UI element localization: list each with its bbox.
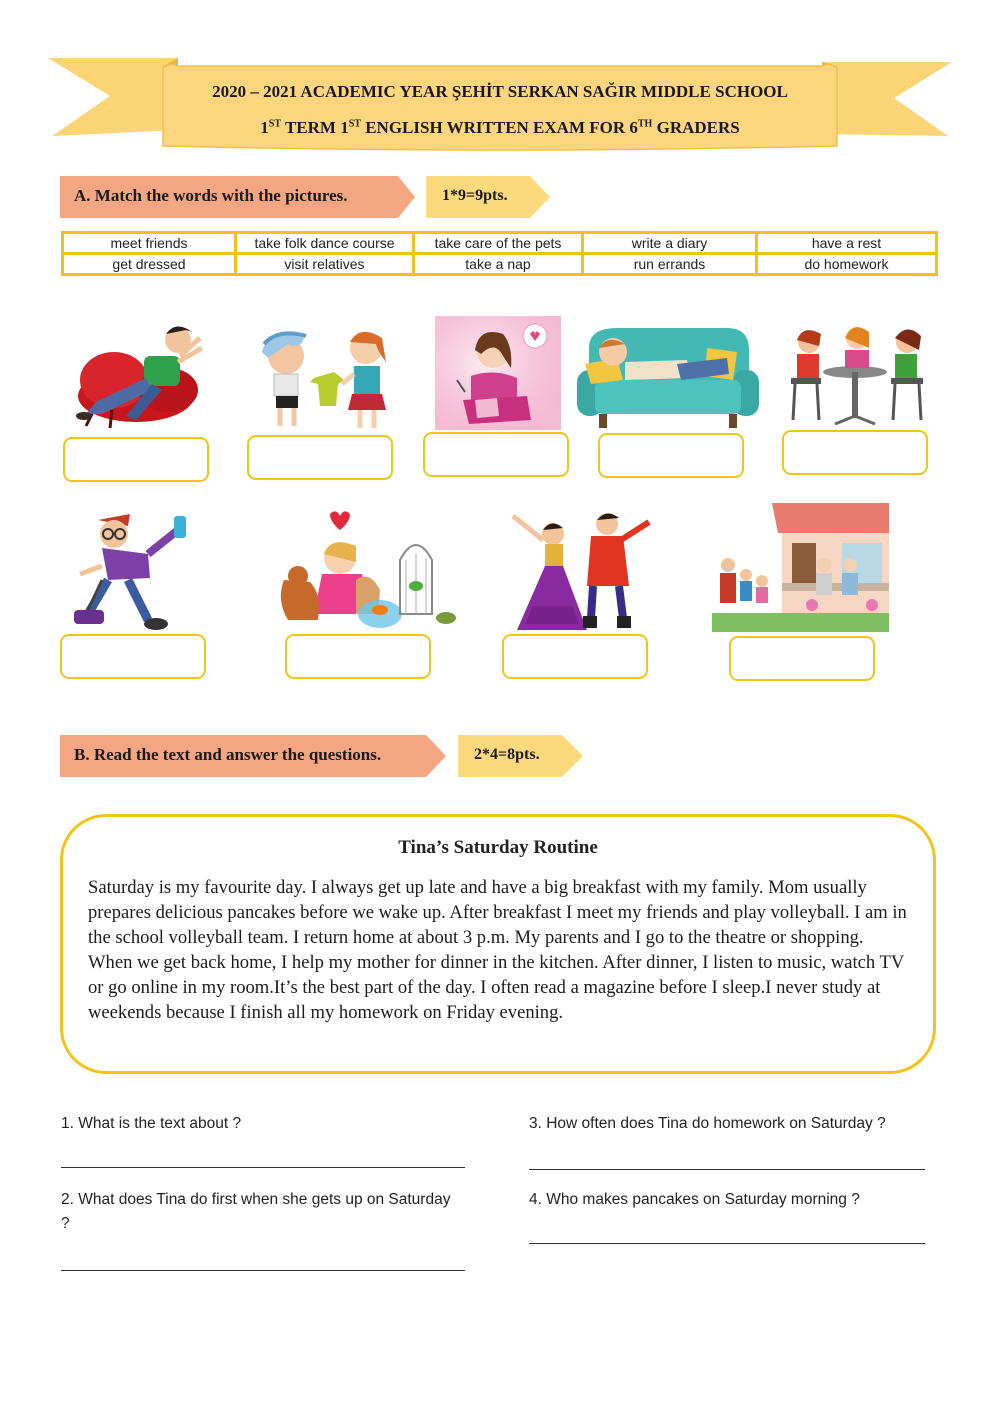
answer-line[interactable] — [529, 1243, 925, 1244]
ordinal-suffix-3: TH — [637, 118, 653, 130]
answer-box[interactable] — [782, 430, 928, 475]
answer-box[interactable] — [598, 433, 744, 478]
question-4: 4. Who makes pancakes on Saturday morning ? — [529, 1191, 860, 1208]
answer-box[interactable] — [63, 437, 209, 482]
answer-box[interactable] — [729, 636, 875, 681]
word-cell: have a rest — [757, 233, 937, 254]
answer-box[interactable] — [60, 634, 206, 679]
section-a-header — [60, 176, 550, 218]
word-cell: meet friends — [63, 233, 236, 254]
banner-title-line1: 2020 – 2021 ACADEMIC YEAR ŞEHİT SERKAN SAĞIR MIDDLE SCHOOL — [212, 82, 788, 101]
section-a-title: A. Match the words with the pictures. — [74, 186, 348, 205]
word-cell: write a diary — [583, 233, 757, 254]
word-bank-row — [63, 233, 937, 254]
word-cell: visit relatives — [236, 254, 414, 275]
section-b-header — [60, 735, 585, 777]
section-b-title: B. Read the text and answer the questions. — [74, 745, 382, 764]
title-graders: GRADERS — [652, 118, 740, 137]
word-cell: do homework — [757, 254, 937, 275]
banner-title-line2 — [165, 118, 835, 138]
word-cell: get dressed — [63, 254, 236, 275]
answer-line[interactable] — [61, 1167, 465, 1168]
word-cell: take folk dance course — [236, 233, 414, 254]
ribbon-banner-icon — [48, 58, 952, 154]
title-ordinal-1: 1 — [260, 118, 269, 137]
question-2: 2. What does Tina do first when she gets up on Saturday ? — [61, 1191, 451, 1232]
reading-text-box — [60, 814, 936, 1074]
word-cell: run errands — [583, 254, 757, 275]
section-b-points: 2*4=8pts. — [474, 746, 540, 763]
word-cell: take a nap — [414, 254, 583, 275]
reading-title: Tina’s Saturday Routine — [398, 837, 598, 858]
word-bank-row — [63, 254, 937, 275]
section-a-points: 1*9=9pts. — [442, 187, 508, 204]
answer-line[interactable] — [61, 1270, 465, 1271]
title-term: TERM 1 — [281, 118, 349, 137]
answer-box[interactable] — [423, 432, 569, 477]
title-exam: ENGLISH WRITTEN EXAM FOR 6 — [360, 118, 638, 137]
man-doing-chores-icon — [68, 510, 224, 634]
getting-dressed-kids-icon — [248, 322, 408, 434]
question-3: 3. How often does Tina do homework on Saturday ? — [529, 1115, 886, 1132]
ordinal-suffix-1: ST — [268, 118, 282, 130]
friends-meeting-at-table-icon — [783, 320, 933, 432]
answer-box[interactable] — [285, 634, 431, 679]
girl-with-pets-icon — [270, 510, 462, 632]
title-banner — [48, 58, 952, 154]
relaxing-man-icon — [66, 318, 216, 430]
girl-writing-diary-icon — [435, 316, 561, 430]
folk-dancers-icon — [503, 506, 659, 634]
reading-body: Saturday is my favourite day. I always get up late and have a big breakfast with my family. Mom usually prepares delicious pancakes before we wake up. After breakfast I meet my friends and play volleyball. I am in the school volleyball team. I return home at about 3 p.m. My parents and I go to the theatre or shopping. When we get back home, I help my mother for dinner in the kitchen. After dinner, I listen to music, watch TV or go online in my room.It’s the best part of the day. I often read a magazine before I sleep.I never study at weekends because I finish all my homework on Friday evening. — [88, 877, 907, 1023]
word-bank-table — [61, 231, 938, 276]
ordinal-suffix-2: ST — [348, 118, 361, 130]
answer-box[interactable] — [247, 435, 393, 480]
question-1: 1. What is the text about ? — [61, 1115, 242, 1132]
visiting-grandparents-icon — [712, 503, 889, 632]
boy-napping-on-sofa-icon — [577, 320, 759, 434]
word-cell: take care of the pets — [414, 233, 583, 254]
answer-box[interactable] — [502, 634, 648, 679]
answer-line[interactable] — [529, 1169, 925, 1170]
